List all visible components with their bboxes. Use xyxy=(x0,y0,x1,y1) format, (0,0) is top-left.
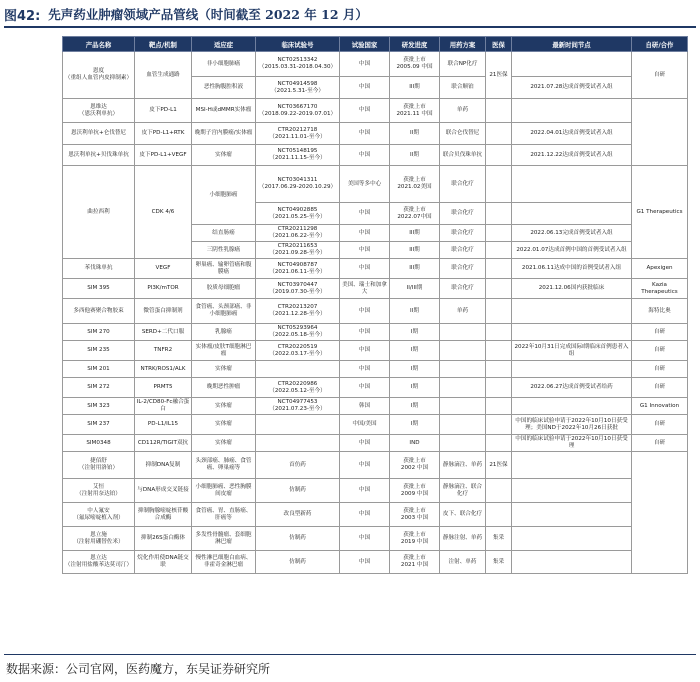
cell-trial-id: NCT05148195 （2021.11.15-至今） xyxy=(256,145,340,166)
cell-target: 抑制DNA复制 xyxy=(135,452,192,479)
cell-regimen xyxy=(440,361,486,378)
cell-trial-id: NCT04902885 （2021.05.25-至今） xyxy=(256,203,340,225)
cell-latest-milestone: 2021.12.22达成首例受试者入组 xyxy=(512,145,632,166)
cell-trial-id: NCT03970447 （2019.07.30-至今） xyxy=(256,279,340,299)
cell-country: 中国 xyxy=(340,145,390,166)
cell-insurance xyxy=(486,203,512,225)
cell-regimen xyxy=(440,341,486,361)
header-trial-id: 临床试验号 xyxy=(256,37,340,52)
cell-stage: II/III期 xyxy=(390,279,440,299)
cell-indication: 晚期恶性肿瘤 xyxy=(192,378,256,398)
cell-target: PD-L1/IL15 xyxy=(135,415,192,435)
cell-trial-id: CTR20212718 （2021.11.01-至今） xyxy=(256,123,340,145)
cell-stage: I期 xyxy=(390,361,440,378)
cell-partner: G1 Innovation xyxy=(632,398,688,415)
cell-stage: I期 xyxy=(390,324,440,341)
cell-country: 中国 xyxy=(340,435,390,452)
header-partner: 自研/合作 xyxy=(632,37,688,52)
cell-insurance: 21医保 xyxy=(486,52,512,99)
table-row xyxy=(63,551,688,574)
cell-country: 中国 xyxy=(340,527,390,551)
table-row xyxy=(63,415,688,435)
cell-country: 中国 xyxy=(340,225,390,242)
cell-insurance xyxy=(486,259,512,279)
cell-regimen: 单药 xyxy=(440,99,486,123)
cell-trial-id: NCT04977453 （2021.07.23-至今） xyxy=(256,398,340,415)
table-row xyxy=(63,166,688,203)
cell-target: IL-2/CD80-Fc融合蛋白 xyxy=(135,398,192,415)
table-row xyxy=(63,378,688,398)
cell-latest-milestone: 2022.01.07达成首例中国的首例受试者入组 xyxy=(512,242,632,259)
cell-target: PI3K/mTOR xyxy=(135,279,192,299)
cell-indication: 头颈部癌、肺癌、食管癌、卵巢癌等 xyxy=(192,452,256,479)
cell-product-name: SIM 237 xyxy=(63,415,135,435)
cell-latest-milestone xyxy=(512,203,632,225)
cell-partner: G1 Therapeutics xyxy=(632,166,688,259)
cell-insurance: 集采 xyxy=(486,551,512,574)
header-product-name: 产品名称 xyxy=(63,37,135,52)
cell-country: 中国 xyxy=(340,452,390,479)
cell-partner: 自研 xyxy=(632,378,688,398)
cell-latest-milestone xyxy=(512,361,632,378)
table-header-row xyxy=(63,37,688,52)
table-row xyxy=(63,398,688,415)
table-body xyxy=(63,52,688,574)
cell-regimen: 注射、单药 xyxy=(440,551,486,574)
header-insurance: 医保 xyxy=(486,37,512,52)
cell-target: 皮下PD-L1+RTK xyxy=(135,123,192,145)
cell-stage: I期 xyxy=(390,341,440,361)
cell-country: 中国 xyxy=(340,299,390,324)
cell-country: 中国 xyxy=(340,123,390,145)
table-row xyxy=(63,52,688,77)
cell-trial-id: 仿制药 xyxy=(256,527,340,551)
cell-target: 抑制26S蛋白酶体 xyxy=(135,527,192,551)
cell-product-name: 曲拉西利 xyxy=(63,166,135,259)
cell-insurance xyxy=(486,435,512,452)
cell-stage: 获批上市 2021 中国 xyxy=(390,551,440,574)
cell-target: 微管蛋白抑制剂 xyxy=(135,299,192,324)
cell-target: CD112R/TIGIT双抗 xyxy=(135,435,192,452)
table-row xyxy=(63,299,688,324)
cell-partner: Apexigen xyxy=(632,259,688,279)
cell-trial-id: NCT03041311 （2017.06.29-2020.10.29） xyxy=(256,166,340,203)
cell-target: 血管生成通路 xyxy=(135,52,192,99)
cell-latest-milestone: 2022年10月31日完成国际I期临床首例患者入组 xyxy=(512,341,632,361)
cell-stage: II期 xyxy=(390,123,440,145)
cell-indication: MSI-H或dMMR实体瘤 xyxy=(192,99,256,123)
cell-product-name: 恩沃利单抗+仑伐替尼 xyxy=(63,123,135,145)
cell-insurance xyxy=(486,479,512,503)
cell-insurance xyxy=(486,299,512,324)
cell-latest-milestone: 2022.06.27达成首例受试者给药 xyxy=(512,378,632,398)
cell-country: 韩国 xyxy=(340,398,390,415)
table-row xyxy=(63,145,688,166)
source-divider xyxy=(4,654,696,655)
cell-target: 与DNA形成交叉链接 xyxy=(135,479,192,503)
cell-insurance xyxy=(486,145,512,166)
cell-insurance xyxy=(486,225,512,242)
cell-trial-id: NCT04908787 （2021.06.11-至今） xyxy=(256,259,340,279)
cell-target: 烷化作用使DNA链交联 xyxy=(135,551,192,574)
cell-indication: 实体瘤/皮肤T细胞淋巴瘤 xyxy=(192,341,256,361)
cell-country: 中国/美国 xyxy=(340,415,390,435)
cell-insurance xyxy=(486,398,512,415)
cell-product-name: SIM0348 xyxy=(63,435,135,452)
cell-regimen: 皮下、联合化疗 xyxy=(440,503,486,527)
cell-indication: 食管癌、头颈部癌、非小细胞肺癌 xyxy=(192,299,256,324)
cell-indication: 三阴性乳腺癌 xyxy=(192,242,256,259)
cell-target: VEGF xyxy=(135,259,192,279)
header-regimen: 用药方案 xyxy=(440,37,486,52)
cell-regimen: 联合仑伐替尼 xyxy=(440,123,486,145)
cell-insurance xyxy=(486,123,512,145)
header-indication: 适应症 xyxy=(192,37,256,52)
cell-indication: 小细胞肺癌、恶性胸膜间皮瘤 xyxy=(192,479,256,503)
cell-product-name: 多西他赛聚合物胶束 xyxy=(63,299,135,324)
cell-regimen: 联合化疗 xyxy=(440,279,486,299)
cell-target: PRMT5 xyxy=(135,378,192,398)
cell-indication: 卵巢癌、输卵管癌和腹膜癌 xyxy=(192,259,256,279)
cell-insurance xyxy=(486,503,512,527)
figure-title-bar xyxy=(4,3,696,25)
cell-latest-milestone: 中国的临床试验申请于2022年10月10日获受理；美国ND于2022年10月26日获批 xyxy=(512,415,632,435)
cell-stage: 获批上市 2022.07中国 xyxy=(390,203,440,225)
cell-partner xyxy=(632,452,688,574)
cell-stage: I期 xyxy=(390,378,440,398)
cell-partner: 自研 xyxy=(632,52,688,99)
cell-stage: II期 xyxy=(390,299,440,324)
cell-latest-milestone xyxy=(512,299,632,324)
cell-country: 中国 xyxy=(340,99,390,123)
cell-target: SERD+二代口服 xyxy=(135,324,192,341)
cell-indication: 乳腺癌 xyxy=(192,324,256,341)
cell-regimen: 联合NP化疗 xyxy=(440,52,486,77)
cell-latest-milestone xyxy=(512,479,632,503)
cell-regimen xyxy=(440,324,486,341)
cell-trial-id: NCT05293964 （2022.05.18-至今） xyxy=(256,324,340,341)
header-latest-milestone: 最新时间节点 xyxy=(512,37,632,52)
cell-indication: 恶性胸腹腔积液 xyxy=(192,77,256,99)
cell-stage: III期 xyxy=(390,77,440,99)
cell-product-name: SIM 201 xyxy=(63,361,135,378)
cell-latest-milestone: 2021.07.28达成首例受试者入组 xyxy=(512,77,632,99)
cell-country: 中国 xyxy=(340,479,390,503)
cell-regimen xyxy=(440,415,486,435)
cell-indication: 实体瘤 xyxy=(192,145,256,166)
cell-regimen xyxy=(440,378,486,398)
cell-trial-id: CTR20213207 （2021.12.28-至今） xyxy=(256,299,340,324)
cell-trial-id xyxy=(256,415,340,435)
cell-country: 中国 xyxy=(340,324,390,341)
table-row xyxy=(63,435,688,452)
cell-regimen: 静脉滴注、单药 xyxy=(440,452,486,479)
figure-label: 图42: xyxy=(4,8,41,24)
cell-partner: 海特比奥 xyxy=(632,299,688,324)
cell-insurance xyxy=(486,415,512,435)
table-row xyxy=(63,279,688,299)
cell-regimen xyxy=(440,435,486,452)
cell-product-name: 苯伐珠单抗 xyxy=(63,259,135,279)
cell-product-name: SIM 235 xyxy=(63,341,135,361)
cell-indication: 胶质母细胞瘤 xyxy=(192,279,256,299)
cell-regimen: 联合化疗 xyxy=(440,166,486,203)
cell-regimen: 单药 xyxy=(440,299,486,324)
cell-trial-id: CTR20211298 （2021.06.22-至今） xyxy=(256,225,340,242)
cell-insurance xyxy=(486,361,512,378)
cell-indication: 食管癌、胃、直肠癌、肝癌等 xyxy=(192,503,256,527)
cell-regimen: 联合化疗 xyxy=(440,203,486,225)
cell-regimen: 联合化疗 xyxy=(440,225,486,242)
table-row xyxy=(63,341,688,361)
cell-indication: 多发性骨髓瘤、套细胞淋巴瘤 xyxy=(192,527,256,551)
cell-insurance xyxy=(486,378,512,398)
cell-product-name: 恩立达 （注射用盐酸苯达莫司汀） xyxy=(63,551,135,574)
cell-target: NTRK/ROS1/ALK xyxy=(135,361,192,378)
table-row xyxy=(63,361,688,378)
cell-regimen: 联合化疗 xyxy=(440,259,486,279)
header-country: 试验国家 xyxy=(340,37,390,52)
cell-trial-id: NCT04914598 （2021.5.31-至今） xyxy=(256,77,340,99)
cell-latest-milestone xyxy=(512,503,632,527)
cell-target: 皮下PD-L1 xyxy=(135,99,192,123)
cell-regimen: 静脉滴注、联合化疗 xyxy=(440,479,486,503)
table-row xyxy=(63,452,688,479)
title-divider xyxy=(4,26,696,28)
cell-country: 中国 xyxy=(340,203,390,225)
table-row xyxy=(63,527,688,551)
cell-country: 美国等多中心 xyxy=(340,166,390,203)
cell-trial-id: 仿制药 xyxy=(256,551,340,574)
cell-regimen: 静脉注射、单药 xyxy=(440,527,486,551)
cell-indication: 小细胞肺癌 xyxy=(192,166,256,225)
cell-product-name: SIM 270 xyxy=(63,324,135,341)
table-row xyxy=(63,99,688,123)
cell-latest-milestone xyxy=(512,398,632,415)
cell-regimen xyxy=(440,398,486,415)
cell-trial-id: 首仿药 xyxy=(256,452,340,479)
table-row xyxy=(63,123,688,145)
pipeline-table xyxy=(62,36,688,574)
cell-trial-id: NCT02513342 （2015.03.31-2018.04.30） xyxy=(256,52,340,77)
table-row xyxy=(63,503,688,527)
cell-regimen: 联合贝伐珠单抗 xyxy=(440,145,486,166)
cell-product-name: 恩沃利单抗+贝伐珠单抗 xyxy=(63,145,135,166)
header-stage: 研发进度 xyxy=(390,37,440,52)
cell-product-name: 恩维达 （恩沃利单抗） xyxy=(63,99,135,123)
cell-country: 中国 xyxy=(340,341,390,361)
cell-stage: IND xyxy=(390,435,440,452)
cell-insurance xyxy=(486,341,512,361)
cell-stage: III期 xyxy=(390,259,440,279)
cell-trial-id xyxy=(256,435,340,452)
cell-latest-milestone: 2022.04.01达成首例受试者入组 xyxy=(512,123,632,145)
cell-product-name: SIM 323 xyxy=(63,398,135,415)
cell-trial-id: CTR20220519 （2022.03.17-至今） xyxy=(256,341,340,361)
cell-country: 中国 xyxy=(340,551,390,574)
cell-indication: 实体瘤 xyxy=(192,415,256,435)
cell-insurance xyxy=(486,166,512,203)
cell-stage: I期 xyxy=(390,398,440,415)
table-row xyxy=(63,259,688,279)
cell-country: 中国 xyxy=(340,77,390,99)
cell-trial-id: CTR20220986 （2022.05.12-至今） xyxy=(256,378,340,398)
cell-trial-id: CTR20211653 （2021.09.28-至今） xyxy=(256,242,340,259)
cell-target: 抑制胸腺嘧啶核苷酸合成酶 xyxy=(135,503,192,527)
cell-stage: II期 xyxy=(390,145,440,166)
cell-country: 中国 xyxy=(340,52,390,77)
cell-stage: III期 xyxy=(390,225,440,242)
cell-country: 中国 xyxy=(340,503,390,527)
cell-partner xyxy=(632,99,688,166)
cell-product-name: SIM 395 xyxy=(63,279,135,299)
figure-title: 先声药业肿瘤领域产品管线（时间截至 2022 年 12 月） xyxy=(48,7,368,22)
cell-latest-milestone: 2021.12.06国内获批临床 xyxy=(512,279,632,299)
cell-latest-milestone xyxy=(512,99,632,123)
cell-latest-milestone xyxy=(512,52,632,77)
cell-product-name: 恩度 （重组人血管内皮抑制素） xyxy=(63,52,135,99)
cell-insurance: 21医保 xyxy=(486,452,512,479)
cell-product-name: 中人氟安 （氟尿嘧啶植入剂） xyxy=(63,503,135,527)
cell-latest-milestone: 中国的临床试验申请于2022年10月10日获受理 xyxy=(512,435,632,452)
cell-latest-milestone xyxy=(512,324,632,341)
cell-indication: 非小细胞肺癌 xyxy=(192,52,256,77)
header-target: 靶点/机制 xyxy=(135,37,192,52)
cell-latest-milestone: 2022.06.13完成首例受试者入组 xyxy=(512,225,632,242)
cell-stage: 获批上市 2002 中国 xyxy=(390,452,440,479)
cell-partner: 自研 xyxy=(632,324,688,341)
cell-indication: 实体瘤 xyxy=(192,361,256,378)
cell-stage: I期 xyxy=(390,415,440,435)
cell-stage: 获批上市 2021.02美国 xyxy=(390,166,440,203)
cell-latest-milestone xyxy=(512,527,632,551)
cell-country: 中国 xyxy=(340,242,390,259)
cell-trial-id: 改良型新药 xyxy=(256,503,340,527)
cell-product-name: 艾恒 （注射用奈达铂） xyxy=(63,479,135,503)
cell-product-name: 捷佰舒 （注射用洛铂） xyxy=(63,452,135,479)
cell-country: 中国 xyxy=(340,378,390,398)
cell-partner: 自研 xyxy=(632,341,688,361)
data-source-note: 数据来源：公司官网，医药魔方，东吴证券研究所 xyxy=(6,662,271,676)
cell-trial-id: NCT03667170 （2018.09.22-2019.07.01） xyxy=(256,99,340,123)
cell-partner: 自研 xyxy=(632,435,688,452)
cell-regimen: 联合顺铂 xyxy=(440,77,486,99)
cell-partner: Kazia Therapeutics xyxy=(632,279,688,299)
cell-insurance xyxy=(486,279,512,299)
cell-latest-milestone xyxy=(512,452,632,479)
cell-target: CDK 4/6 xyxy=(135,166,192,259)
cell-country: 中国 xyxy=(340,361,390,378)
table-row xyxy=(63,324,688,341)
cell-insurance: 集采 xyxy=(486,527,512,551)
cell-trial-id xyxy=(256,361,340,378)
cell-latest-milestone xyxy=(512,551,632,574)
cell-target: TNFR2 xyxy=(135,341,192,361)
cell-product-name: SIM 272 xyxy=(63,378,135,398)
cell-stage: 获批上市 2019 中国 xyxy=(390,527,440,551)
cell-indication: 晚期子宫内膜癌/实体瘤 xyxy=(192,123,256,145)
cell-indication: 实体瘤 xyxy=(192,435,256,452)
cell-partner: 自研 xyxy=(632,415,688,435)
cell-insurance xyxy=(486,99,512,123)
cell-stage: 获批上市 2003 中国 xyxy=(390,503,440,527)
cell-stage: 获批上市 2005.09 中国 xyxy=(390,52,440,77)
cell-latest-milestone: 2021.06.11达成中国的首例受试者入组 xyxy=(512,259,632,279)
cell-partner: 自研 xyxy=(632,361,688,378)
cell-country: 美国、瑞士和加拿大 xyxy=(340,279,390,299)
cell-latest-milestone xyxy=(512,166,632,203)
cell-indication: 实体瘤 xyxy=(192,398,256,415)
cell-stage: 获批上市 2021.11 中国 xyxy=(390,99,440,123)
cell-stage: III期 xyxy=(390,242,440,259)
pipeline-table-container xyxy=(62,36,687,574)
table-row xyxy=(63,479,688,503)
cell-insurance xyxy=(486,242,512,259)
cell-trial-id: 仿制药 xyxy=(256,479,340,503)
cell-country: 中国 xyxy=(340,259,390,279)
cell-regimen: 联合化疗 xyxy=(440,242,486,259)
cell-insurance xyxy=(486,324,512,341)
cell-indication: 结直肠癌 xyxy=(192,225,256,242)
cell-indication: 慢性淋巴细胞白血病、非霍奇金淋巴瘤 xyxy=(192,551,256,574)
cell-product-name: 恩立施 （注射用硼替佐米） xyxy=(63,527,135,551)
cell-stage: 获批上市 2009 中国 xyxy=(390,479,440,503)
cell-target: 皮下PD-L1+VEGF xyxy=(135,145,192,166)
